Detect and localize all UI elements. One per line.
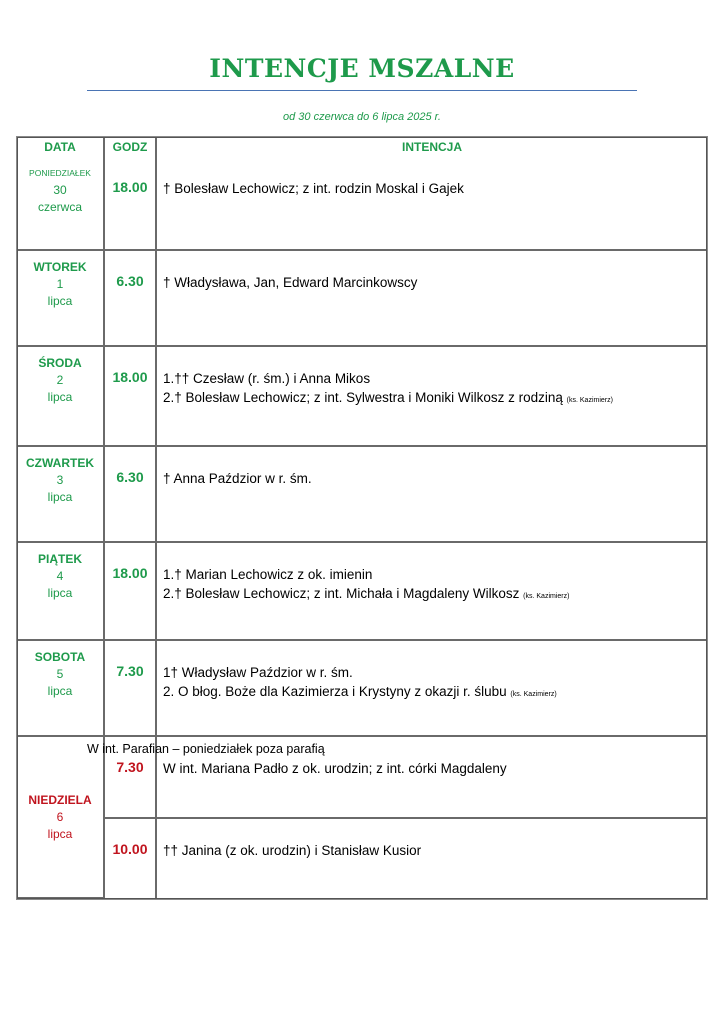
intention-line — [163, 759, 707, 778]
date-cell — [17, 737, 105, 899]
day-number: 4 — [56, 569, 64, 583]
day-name: ŚRODA — [38, 356, 82, 370]
intention-line — [163, 369, 707, 388]
intention-line — [163, 179, 707, 198]
table-row — [17, 819, 707, 899]
month-name: lipca — [47, 294, 73, 308]
intention-line — [163, 841, 707, 860]
month-name: lipca — [47, 586, 73, 600]
intention-line — [163, 565, 707, 584]
footer-note: W int. Parafian – poniedziałek poza parafią — [87, 742, 325, 756]
table-row — [17, 641, 707, 737]
table-row — [17, 543, 707, 641]
intention-line — [163, 682, 707, 704]
intention-text: W int. Mariana Padło z ok. urodzin; z int. córki Magdaleny — [163, 761, 507, 776]
time-cell: 7.30 — [105, 737, 157, 819]
day-name: CZWARTEK — [26, 456, 94, 470]
day-number: 1 — [56, 277, 64, 291]
intention-text: 2.† Bolesław Lechowicz; z int. Michała i Magdaleny Wilkosz — [163, 586, 520, 601]
time-cell: 7.30 — [105, 641, 157, 737]
day-name: SOBOTA — [34, 650, 86, 664]
month-name: lipca — [47, 490, 73, 504]
intention-text: † Bolesław Lechowicz; z int. rodzin Moskal i Gajek — [163, 181, 464, 196]
intention-line — [163, 388, 707, 410]
month-name: lipca — [47, 826, 73, 841]
intention-line — [163, 273, 707, 292]
table-header-row — [17, 137, 707, 157]
table-body — [17, 157, 707, 899]
date-cell — [17, 447, 105, 543]
time-cell: 10.00 — [105, 819, 157, 899]
month-name: czerwca — [37, 200, 82, 214]
intention-cell — [157, 819, 707, 899]
intention-text: †† Janina (z ok. urodzin) i Stanisław Kusior — [163, 843, 422, 858]
header-time: GODZ — [105, 137, 157, 157]
day-name: PIĄTEK — [37, 552, 82, 566]
day-number: 6 — [56, 809, 64, 824]
time-cell: 6.30 — [105, 447, 157, 543]
intention-text: † Anna Paździor w r. śm. — [163, 471, 312, 486]
intention-cell — [157, 157, 707, 251]
table-row — [17, 347, 707, 447]
time-cell: 18.00 — [105, 543, 157, 641]
date-cell — [17, 543, 105, 641]
date-cell — [17, 157, 105, 251]
day-number: 3 — [56, 473, 64, 487]
day-name: NIEDZIELA — [28, 792, 92, 807]
header-intention: INTENCJA — [401, 140, 462, 154]
celebrant-note: (ks. Kazimierz) — [566, 397, 613, 404]
intention-line — [163, 584, 707, 606]
intention-cell — [157, 543, 707, 641]
intention-text: 1.† Marian Lechowicz z ok. imienin — [163, 567, 373, 582]
month-name: lipca — [47, 390, 73, 404]
date-cell — [17, 347, 105, 447]
date-range-subtitle: od 30 czerwca do 6 lipca 2025 r. — [283, 111, 441, 123]
day-number: 30 — [53, 183, 67, 197]
intention-line — [163, 469, 707, 488]
intention-cell — [157, 347, 707, 447]
date-cell — [17, 251, 105, 347]
intention-text: 2.† Bolesław Lechowicz; z int. Sylwestra i Moniki Wilkosz z rodziną — [163, 390, 563, 405]
intention-text: 1.†† Czesław (r. śm.) i Anna Mikos — [163, 371, 371, 386]
mass-intentions-table — [16, 136, 708, 900]
intention-cell — [157, 641, 707, 737]
table-row — [17, 447, 707, 543]
time-cell: 18.00 — [105, 157, 157, 251]
intention-cell — [157, 447, 707, 543]
table-row — [17, 157, 707, 251]
intention-cell — [157, 251, 707, 347]
intention-text: 1† Władysław Paździor w r. śm. — [163, 665, 353, 680]
page-title: INTENCJE MSZALNE — [209, 54, 515, 83]
header-date: DATA — [17, 137, 105, 157]
day-number: 5 — [56, 667, 64, 681]
day-number: 2 — [56, 373, 64, 387]
time-cell: 18.00 — [105, 347, 157, 447]
month-name: lipca — [47, 684, 73, 698]
title-underline — [87, 90, 637, 91]
intention-text: 2. O błog. Boże dla Kazimierza i Krystyny z okazji r. ślubu — [163, 684, 507, 699]
intention-line — [163, 663, 707, 682]
day-name: PONIEDZIAŁEK — [29, 168, 91, 178]
celebrant-note: (ks. Kazimierz) — [510, 691, 557, 698]
intention-text: † Władysława, Jan, Edward Marcinkowscy — [163, 275, 418, 290]
time-cell: 6.30 — [105, 251, 157, 347]
date-cell — [17, 641, 105, 737]
celebrant-note: (ks. Kazimierz) — [523, 593, 570, 600]
table-row — [17, 251, 707, 347]
day-name: WTOREK — [33, 260, 87, 274]
